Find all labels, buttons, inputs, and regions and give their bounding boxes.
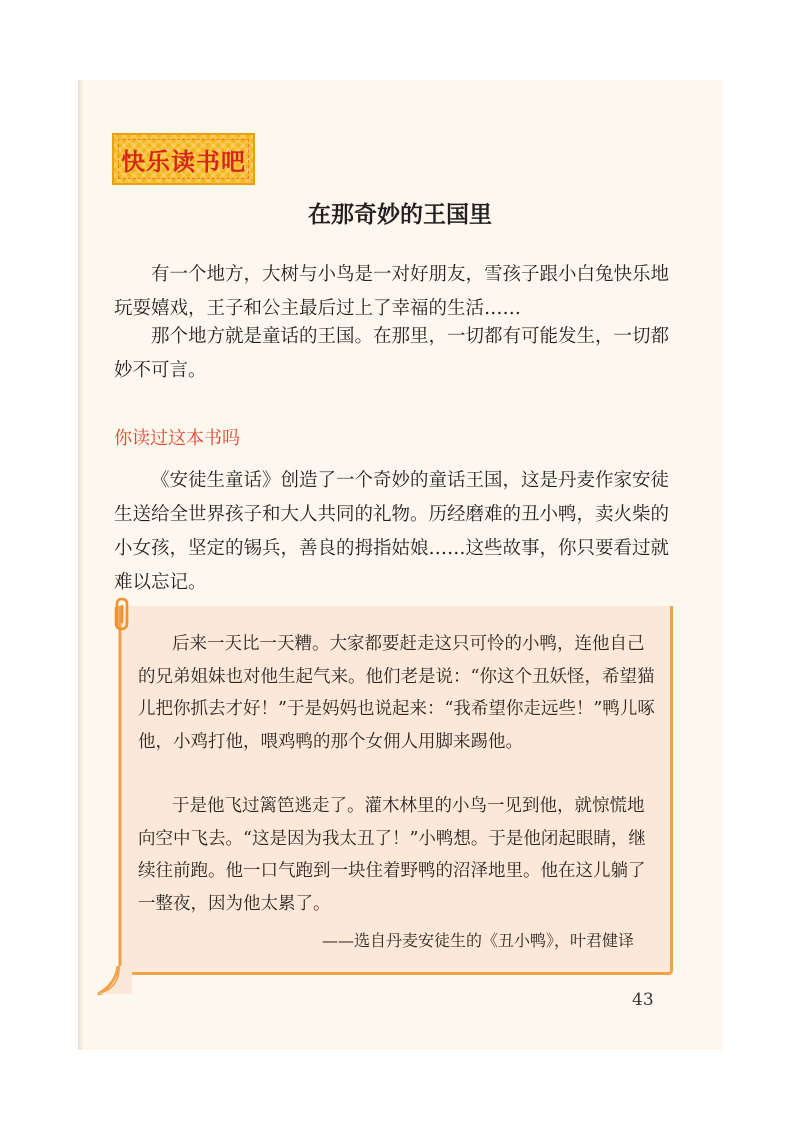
section-badge-frame: [118, 139, 249, 179]
excerpt-source: ——选自丹麦安徒生的《丑小鸭》，叶君健译: [321, 931, 634, 950]
excerpt-paragraph-1-text: 后来一天比一天糟。大家都要赶走这只可怜的小鸭，连他自己的兄弟姐妹也对他生起气来。他们老是说：“你这个丑妖怪，希望猫儿把你抓去才好！”于是妈妈也说起来：“我希望你走远些！”鸭儿啄他，小鸡打他，喂鸡鸭的那个女佣人用脚来踢他。: [138, 634, 655, 752]
excerpt-paragraph-1: [138, 628, 658, 758]
excerpt-paragraph-2-text: 于是他飞过篱笆逃走了。灌木林里的小鸟一见到他，就惊慌地向空中飞去。“这是因为我太丑了！”小鸭想。于是他闭起眼睛，继续往前跑。他一口气跑到一块住着野鸭的沼泽地里。他在这儿躺了一整夜，因为他太累了。: [138, 796, 646, 914]
book-paragraph-text: 《安徒生童话》创造了一个奇妙的童话王国，这是丹麦作家安徒生送给全世界孩子和大人共同的礼物。历经磨难的丑小鸭，卖火柴的小女孩，坚定的锡兵，善良的拇指姑娘……这些故事，你只要看过就难以忘记。: [114, 470, 670, 593]
book-paragraph: [114, 464, 674, 600]
intro-paragraph-2: [114, 320, 674, 388]
page-title: 在那奇妙的王国里: [308, 201, 492, 228]
section-badge-label: 快乐读书吧: [121, 147, 246, 176]
subheading: 你读过这本书吗: [114, 428, 240, 449]
intro-paragraph-1-text: 有一个地方，大树与小鸟是一对好朋友，雪孩子跟小白兔快乐地玩耍嬉戏，王子和公主最后过上了幸福的生活……: [114, 264, 670, 319]
paperclip-icon: [108, 596, 136, 634]
intro-paragraph-1: [114, 258, 674, 326]
intro-paragraph-2-text: 那个地方就是童话的王国。在那里，一切都有可能发生，一切都妙不可言。: [114, 326, 670, 381]
section-badge: [112, 133, 255, 185]
excerpt-box-curl: [96, 606, 132, 996]
excerpt-paragraph-2: [138, 790, 658, 920]
page-number: 43: [632, 990, 654, 1010]
